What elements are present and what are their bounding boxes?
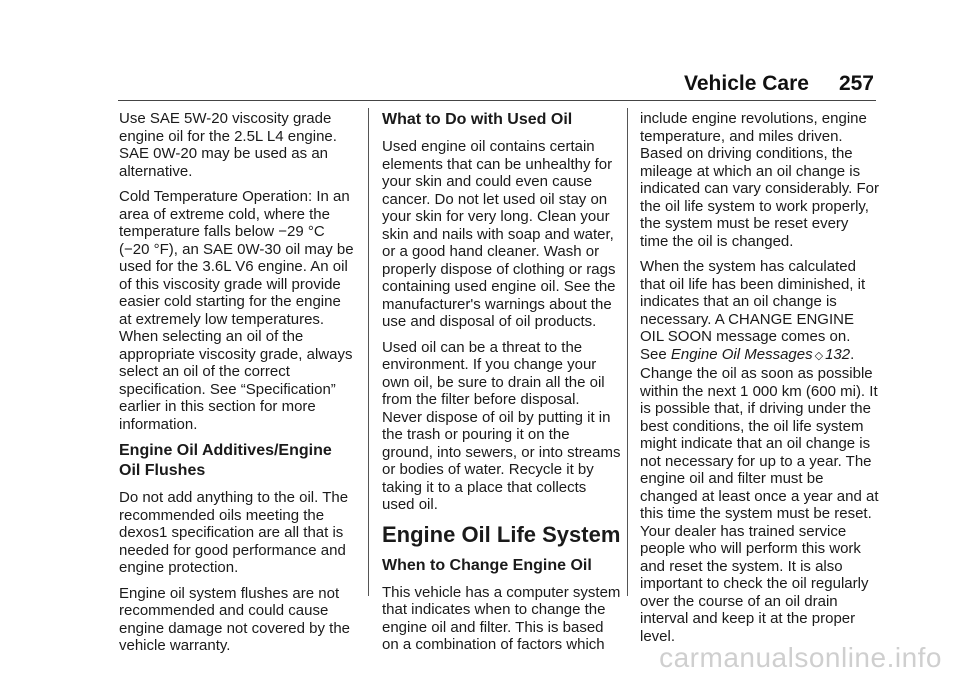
page-header [684, 72, 874, 96]
paragraph-text: . Change the oil as soon as possible within the next 1 000 km (600 mi). It is possible that, if driving under the best conditions, the oil life system might indicate that an oil change is not necessary for up to a year. The engine oil and filter must be changed at least once a year and at this time the system must be reset. Your dealer has trained service people who will perform this work and reset the system. It is also important to check the oil regularly over the course of an oil drain interval and keep it at the proper level. [640, 345, 879, 645]
column-3 [640, 110, 880, 653]
section-heading: What to Do with Used Oil [382, 111, 573, 128]
paragraph-text: When the system has calculated that oil life has been diminished, it indicates that an oil change is necessary. A CHANGE ENGINE OIL SOON message comes on. See [640, 258, 866, 363]
section-title: Vehicle Care [684, 72, 809, 95]
header-rule [118, 100, 876, 101]
column-divider [627, 108, 628, 596]
column-2 [382, 110, 622, 662]
paragraph: Used engine oil contains certain elements that can be unhealthy for your skin and could even cause cancer. Do not let used oil stay on your skin for very long. Clean your skin and nails with soap and water, or a good hand cleaner. Wash or properly dispose of clothing or rags containing used engine oil. See the manufacturer's warnings about the use and disposal of oil products. [382, 138, 616, 330]
paragraph: Engine oil system flushes are not recommended and could cause engine damage not covered by the vehicle warranty. [119, 584, 350, 654]
cross-reference-page[interactable]: 132 [825, 345, 851, 363]
paragraph [640, 258, 880, 645]
column-1 [119, 110, 357, 663]
section-heading: Engine Oil Additives/Engine Oil Flushes [119, 442, 332, 479]
cross-reference-link[interactable]: Engine Oil Messages [670, 345, 813, 363]
paragraph: Use SAE 5W-20 viscosity grade engine oil for the 2.5L L4 engine. SAE 0W-20 may be used as an alternative. [119, 110, 337, 180]
page-number: 257 [838, 72, 874, 95]
paragraph: This vehicle has a computer system that indicates when to change the engine oil and filter. This is based on a combination of factors which [382, 583, 621, 653]
watermark: carmanualsonline.info [659, 642, 942, 673]
page-ref-icon: ◇ [814, 349, 824, 362]
section-heading: When to Change Engine Oil [382, 556, 592, 574]
paragraph: Do not add anything to the oil. The recommended oils meeting the dexos1 specification are all that is needed for good performance and engine protection. [119, 489, 349, 576]
paragraph: Used oil can be a threat to the environment. If you change your own oil, be sure to drain all the oil from the filter before disposal. Never dispose of oil by putting it in the trash or pouring it on the ground, into sewers, or into streams or bodies of water. Recycle it by taking it to a place that collects used oil. [382, 338, 621, 513]
column-divider [368, 108, 369, 596]
chapter-heading: Engine Oil Life System [382, 521, 621, 547]
paragraph: include engine revolutions, engine temperature, and miles driven. Based on driving conditions, the mileage at which an oil change is indicated can vary considerably. For the oil life system to work properly, the system must be reset every time the oil is changed. [640, 110, 880, 250]
paragraph: Cold Temperature Operation: In an area of extreme cold, where the temperature falls below −29 °C (−20 °F), an SAE 0W-30 oil may be used for the 3.6L V6 engine. An oil of this viscosity grade will provide easier cold starting for the engine at extremely low temperatures. When selecting an oil of the appropriate viscosity grade, always select an oil of the correct specification. See “Specification” earlier in this section for more information. [119, 188, 354, 433]
